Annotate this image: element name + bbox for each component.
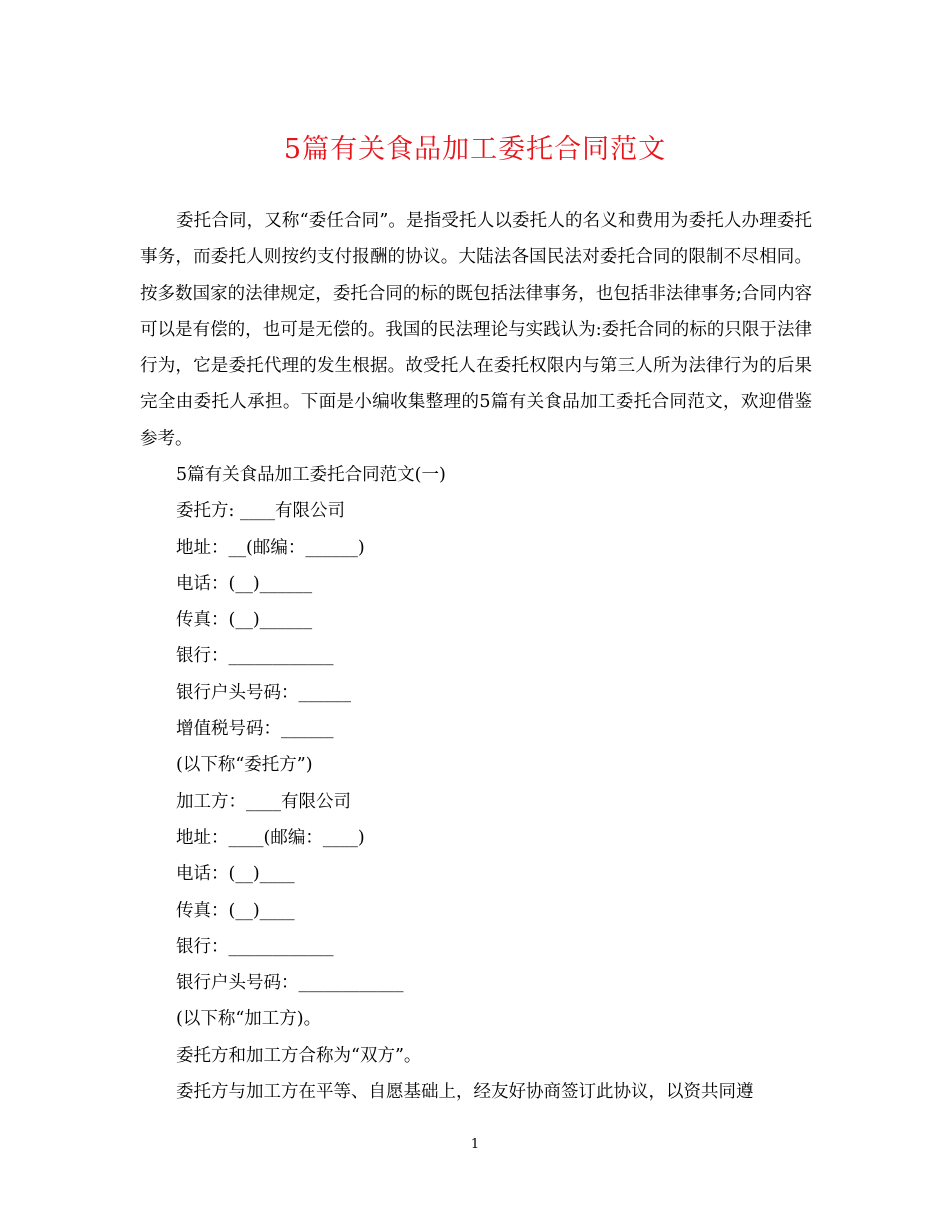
processor-account-line: 银行户头号码：____________ [176,973,404,994]
page-number: 1 [470,1137,480,1152]
client-name-line: 委托方: ____有限公司 [176,501,345,522]
processor-alias-line: (以下称“加工方)。 [176,1009,322,1030]
document-title: 5篇有关食品加工委托合同范文 [283,134,667,165]
client-alias-line: (以下称“委托方”) [176,755,313,776]
contract-lines [176,457,816,1110]
agreement-line: 委托方与加工方在平等、自愿基础上，经友好协商签订此协议，以资共同遵 [176,1082,754,1103]
processor-phone-line: 电话：(__)____ [176,864,295,885]
client-phone-line: 电话：(__)______ [176,573,313,594]
client-account-line: 银行户头号码：______ [176,682,351,703]
section-heading: 5篇有关食品加工委托合同范文(一) [176,465,446,485]
processor-fax-line: 传真：(__)____ [176,900,295,921]
client-address-line: 地址：__(邮编：______) [176,537,365,558]
processor-bank-line: 银行：____________ [176,936,334,957]
parties-line: 委托方和加工方合称为“双方”。 [176,1045,422,1066]
client-bank-line: 银行：____________ [176,646,334,667]
processor-address-line: 地址：____(邮编：____) [176,827,365,848]
intro-paragraph: 委托合同，又称“委任合同”。是指受托人以委托人的名义和费用为委托人办理委托事务，而委托人则按约支付报酬的协议。大陆法各国民法对委托合同的限制不尽相同。按多数国家的法律规定，委托合同的标的既包括法律事务，也包括非法律事务;合同内容可以是有偿的，也可是无偿的。我国的民法理论与实践认为:委托合同的标的只限于法律行为，它是委托代理的发生根据。故受托人在委托权限内与第三人所为法律行为的后果完全由委托人承担。下面是小编收集整理的5篇有关食品加工委托合同范文，欢迎借鉴参考。 [140,211,812,449]
client-vat-line: 增值税号码：______ [176,719,334,740]
processor-name-line: 加工方：____有限公司 [176,791,351,812]
client-fax-line: 传真：(__)______ [176,610,313,631]
